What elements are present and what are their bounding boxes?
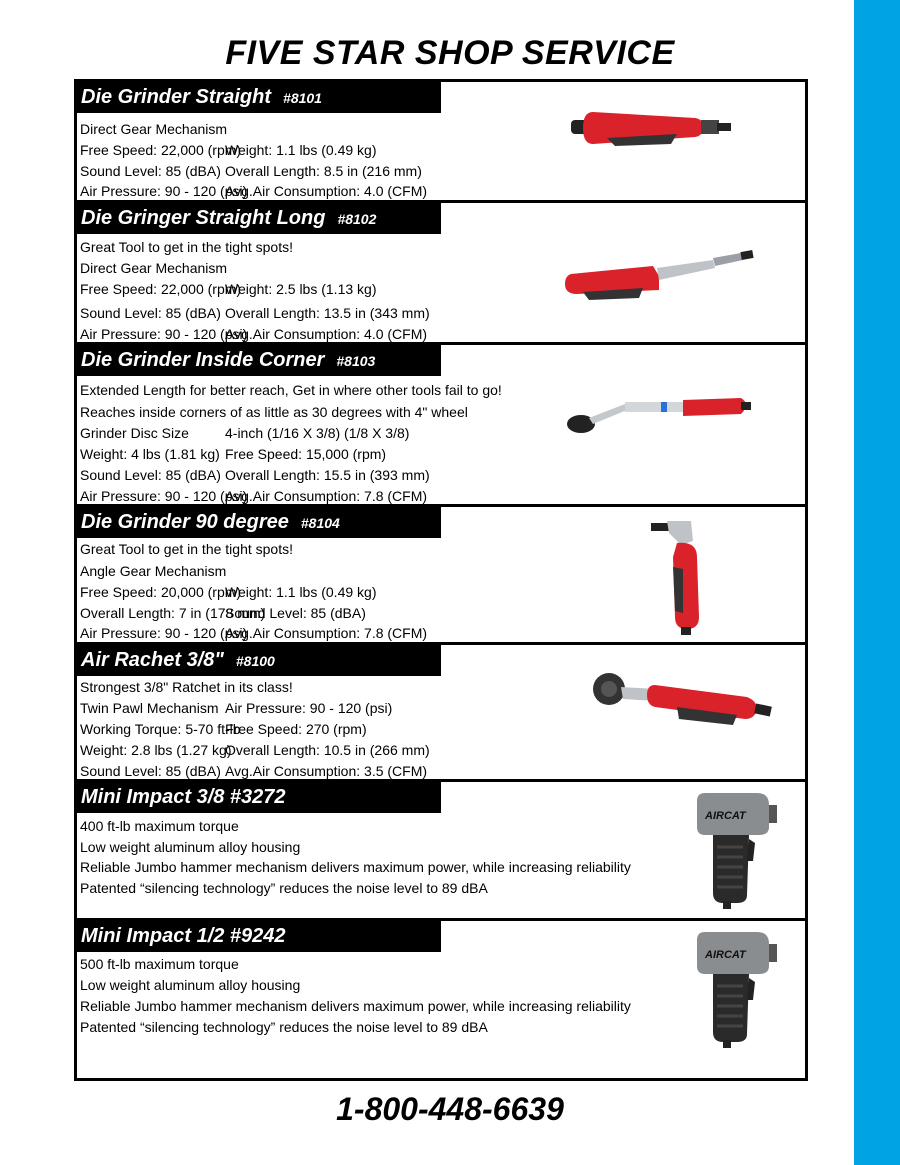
product-name: Die Grinder 90 degree bbox=[81, 511, 289, 533]
product-section bbox=[77, 345, 805, 507]
spec-cell-right: 4-inch (1/16 X 3/8) (1/8 X 3/8) bbox=[225, 425, 410, 441]
spec-line: Great Tool to get in the tight spots! bbox=[80, 541, 293, 557]
spec-cell-right: Overall Length: 13.5 in (343 mm) bbox=[225, 305, 430, 321]
spec-cell-right: Avg.Air Consumption: 4.0 (CFM) bbox=[225, 183, 428, 199]
spec-cell-left: Weight: 2.8 lbs (1.27 kg) bbox=[80, 742, 232, 758]
product-code: #8102 bbox=[337, 211, 377, 227]
spec-line: Strongest 3/8" Ratchet in its class! bbox=[80, 679, 293, 695]
spec-cell-right: Overall Length: 8.5 in (216 mm) bbox=[225, 163, 422, 179]
spec-cell-left: Air Pressure: 90 - 120 (psi) bbox=[80, 326, 248, 342]
product-name: Die Gringer Straight Long bbox=[81, 207, 326, 229]
spec-cell-right: Overall Length: 10.5 in (266 mm) bbox=[225, 742, 430, 758]
spec-line: Direct Gear Mechanism bbox=[80, 121, 228, 137]
product-code: #8104 bbox=[300, 515, 340, 531]
spec-cell-right: Avg.Air Consumption: 7.8 (CFM) bbox=[225, 488, 428, 504]
spec-cell-left: Free Speed: 20,000 (rpm) bbox=[80, 584, 242, 600]
spec-line: Great Tool to get in the tight spots! bbox=[80, 239, 293, 255]
brand-logo: AIRCAT bbox=[705, 949, 746, 961]
product-section bbox=[77, 82, 805, 203]
air-ratchet-icon bbox=[587, 667, 777, 742]
spec-cell-right: Free Speed: 15,000 (rpm) bbox=[225, 446, 387, 462]
spec-line: Direct Gear Mechanism bbox=[80, 260, 228, 276]
side-accent-bar bbox=[854, 0, 900, 1165]
product-section bbox=[77, 645, 805, 782]
spec-line: Reaches inside corners of as little as 30 degrees with 4" wheel bbox=[80, 404, 468, 420]
product-section bbox=[77, 203, 805, 345]
angle-die-grinder-icon bbox=[647, 517, 717, 642]
spec-cell-left: Sound Level: 85 (dBA) bbox=[80, 305, 221, 321]
spec-line: Patented “silencing technology” reduces the noise level to 89 dBA bbox=[80, 1019, 488, 1035]
spec-line: Low weight aluminum alloy housing bbox=[80, 839, 301, 855]
spec-cell-left: Overall Length: 7 in (178 mm) bbox=[80, 605, 266, 621]
spec-cell-left: Sound Level: 85 (dBA) bbox=[80, 467, 221, 483]
corner-grinder-icon bbox=[565, 390, 755, 445]
spec-line: Patented “silencing technology” reduces the noise level to 89 dBA bbox=[80, 880, 488, 896]
spec-cell-right: Weight: 2.5 lbs (1.13 kg) bbox=[225, 281, 377, 297]
product-title-bar bbox=[77, 82, 441, 113]
product-title-bar bbox=[77, 782, 441, 813]
spec-line: Reliable Jumbo hammer mechanism delivers maximum power, while increasing reliability bbox=[80, 998, 631, 1014]
brand-logo: AIRCAT bbox=[705, 810, 746, 822]
page-title: FIVE STAR SHOP SERVICE bbox=[225, 34, 675, 72]
spec-line: Angle Gear Mechanism bbox=[80, 563, 227, 579]
long-die-grinder-icon bbox=[563, 248, 763, 313]
phone-number: 1-800-448-6639 bbox=[336, 1091, 564, 1127]
spec-cell-left: Air Pressure: 90 - 120 (psi) bbox=[80, 183, 248, 199]
spec-line: 500 ft-lb maximum torque bbox=[80, 956, 239, 972]
spec-cell-left: Working Torque: 5-70 ft-lb bbox=[80, 721, 241, 737]
product-name: Mini Impact 3/8 #3272 bbox=[81, 786, 286, 808]
spec-line: Reliable Jumbo hammer mechanism delivers maximum power, while increasing reliability bbox=[80, 859, 631, 875]
spec-cell-left: Weight: 4 lbs (1.81 kg) bbox=[80, 446, 220, 462]
spec-cell-right: Avg.Air Consumption: 4.0 (CFM) bbox=[225, 326, 428, 342]
product-code: #8101 bbox=[283, 90, 322, 106]
spec-line: 400 ft-lb maximum torque bbox=[80, 818, 239, 834]
product-name: Air Rachet 3/8" bbox=[81, 649, 224, 671]
product-code: #8103 bbox=[336, 353, 376, 369]
spec-cell-right: Free Speed: 270 (rpm) bbox=[225, 721, 367, 737]
product-section bbox=[77, 921, 805, 1078]
product-catalog bbox=[74, 79, 808, 1081]
straight-die-grinder-icon bbox=[567, 98, 737, 163]
product-name: Mini Impact 1/2 #9242 bbox=[81, 925, 286, 947]
spec-cell-left: Free Speed: 22,000 (rpm) bbox=[80, 142, 242, 158]
impact-wrench-icon bbox=[691, 787, 781, 916]
spec-cell-left: Air Pressure: 90 - 120 (psi) bbox=[80, 488, 248, 504]
spec-cell-right: Weight: 1.1 lbs (0.49 kg) bbox=[225, 142, 377, 158]
product-name: Die Grinder Straight bbox=[81, 86, 272, 108]
product-name: Die Grinder Inside Corner bbox=[81, 349, 325, 371]
spec-cell-right: Avg.Air Consumption: 3.5 (CFM) bbox=[225, 763, 428, 779]
product-title-bar bbox=[77, 345, 441, 376]
spec-cell-left: Air Pressure: 90 - 120 (psi) bbox=[80, 625, 248, 641]
spec-cell-left: Grinder Disc Size bbox=[80, 425, 189, 441]
spec-cell-left: Free Speed: 22,000 (rpm) bbox=[80, 281, 242, 297]
spec-cell-left: Sound Level: 85 (dBA) bbox=[80, 763, 221, 779]
spec-cell-right: Sound Level: 85 (dBA) bbox=[225, 605, 366, 621]
spec-cell-right: Avg.Air Consumption: 7.8 (CFM) bbox=[225, 625, 428, 641]
spec-cell-left: Sound Level: 85 (dBA) bbox=[80, 163, 221, 179]
product-title-bar bbox=[77, 507, 441, 538]
spec-cell-right: Overall Length: 15.5 in (393 mm) bbox=[225, 467, 430, 483]
impact-wrench-icon bbox=[691, 926, 781, 1055]
product-title-bar bbox=[77, 921, 441, 952]
spec-line: Low weight aluminum alloy housing bbox=[80, 977, 301, 993]
product-title-bar bbox=[77, 645, 441, 676]
spec-cell-left: Twin Pawl Mechanism bbox=[80, 700, 219, 716]
spec-cell-right: Weight: 1.1 lbs (0.49 kg) bbox=[225, 584, 377, 600]
product-section bbox=[77, 507, 805, 645]
product-code: #8100 bbox=[235, 653, 275, 669]
spec-cell-right: Air Pressure: 90 - 120 (psi) bbox=[225, 700, 393, 716]
spec-line: Extended Length for better reach, Get in where other tools fail to go! bbox=[80, 382, 502, 398]
product-section bbox=[77, 782, 805, 921]
product-title-bar bbox=[77, 203, 441, 234]
